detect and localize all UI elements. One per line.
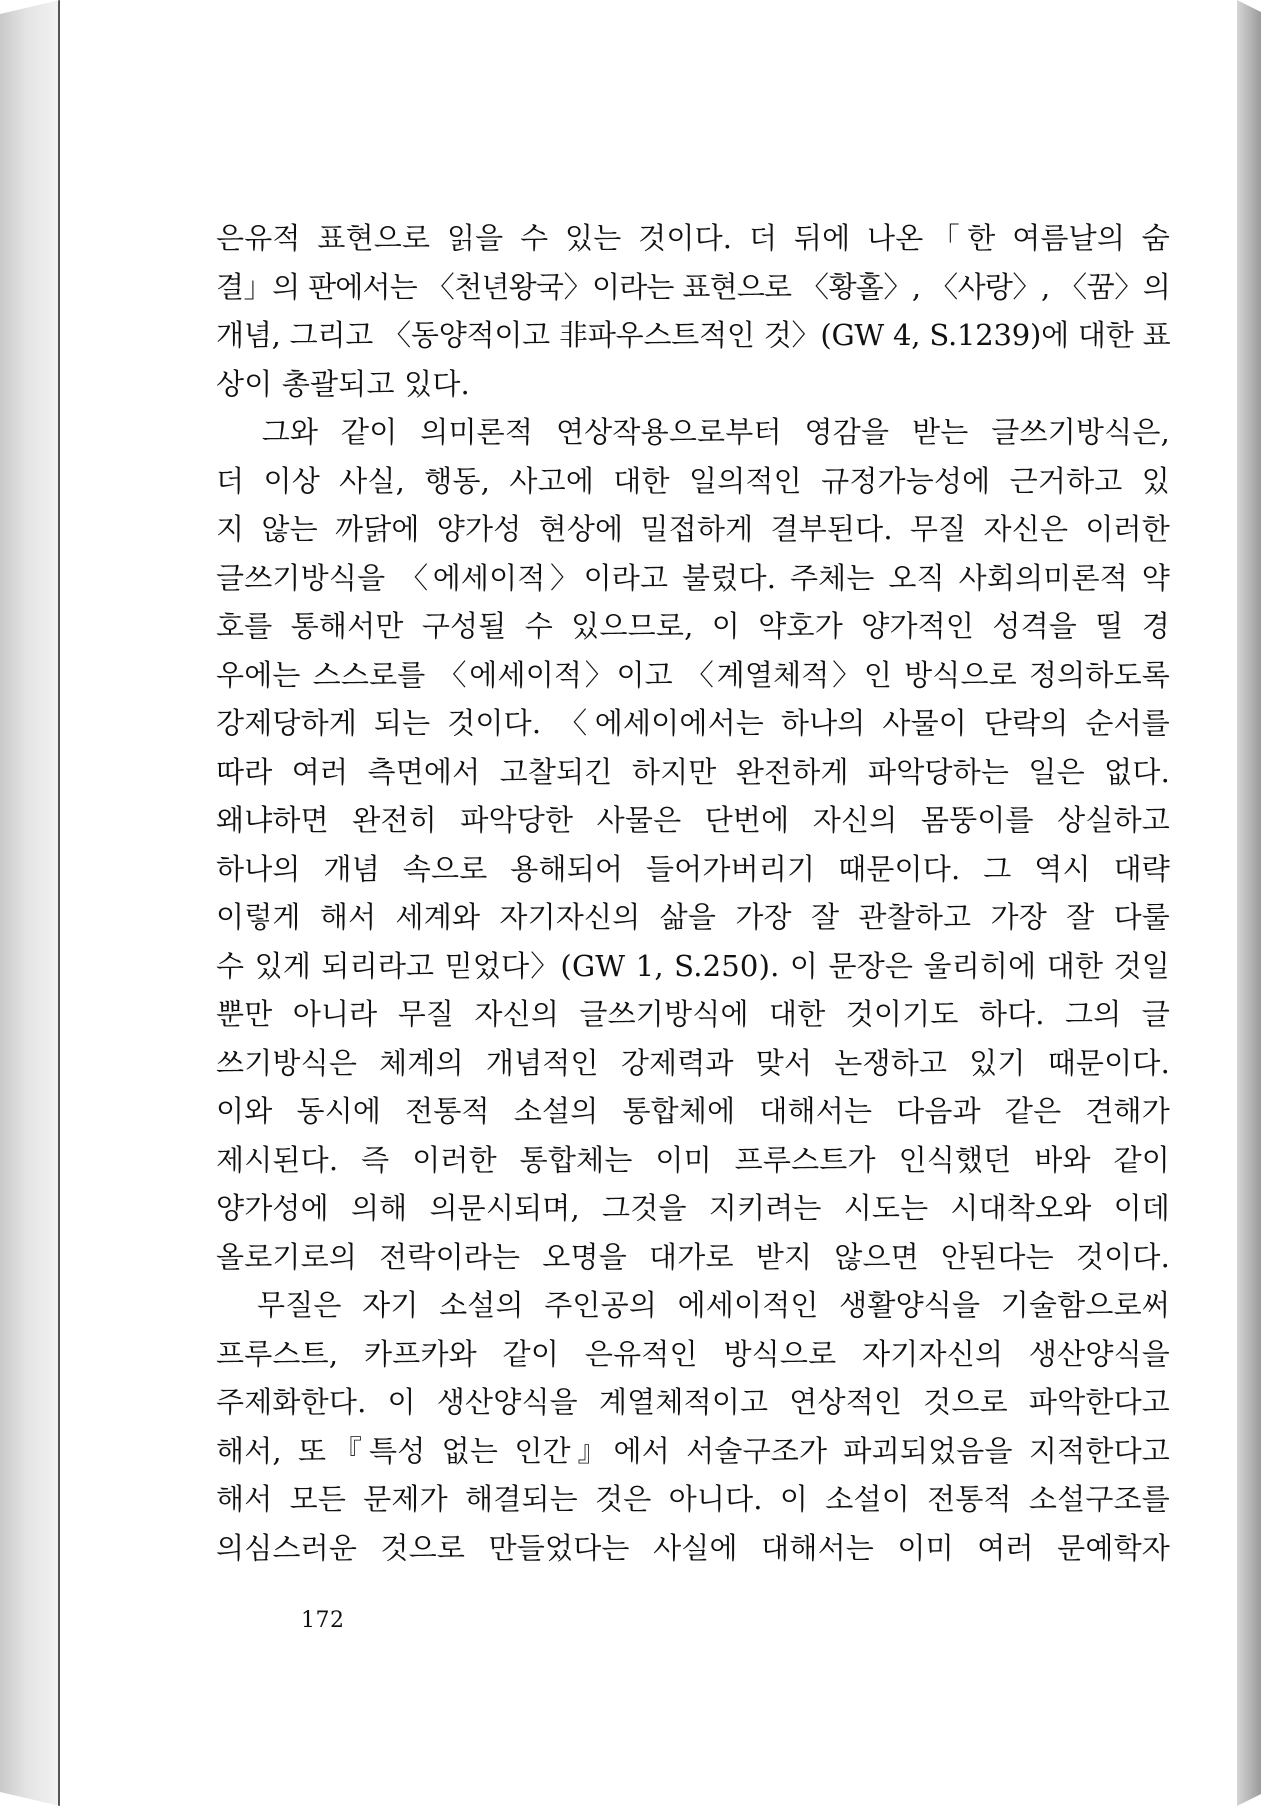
text-line: 이렇게 해서 세계와 자기자신의 삶을 가장 잘 관찰하고 가장 잘 다룰: [216, 900, 1170, 934]
page-number: 172: [301, 1608, 345, 1633]
text-line: 해서, 또『특성 없는 인간』에서 서술구조가 파괴되었음을 지적한다고: [216, 1433, 1170, 1468]
text-line: 이와 동시에 전통적 소설의 통합체에 대해서는 다음과 같은 견해가: [216, 1094, 1170, 1128]
text-line: 우에는 스스로를 〈에세이적〉이고 〈계열체적〉인 방식으로 정의하도록: [216, 657, 1170, 692]
text-line: 강제당하게 되는 것이다. 〈에세이에서는 하나의 사물이 단락의 순서를: [216, 706, 1170, 740]
body-text: [216, 214, 1170, 1572]
text-line: 의심스러운 것으로 만들었다는 사실에 대해서는 이미 여러 문예학자: [216, 1530, 1170, 1565]
text-line: 하나의 개념 속으로 용해되어 들어가버리기 때문이다. 그 역시 대략: [216, 851, 1170, 886]
text-line: 글쓰기방식을 〈에세이적〉이라고 불렀다. 주체는 오직 사회의미론적 약: [216, 560, 1170, 595]
text-line: 무질은 자기 소설의 주인공의 에세이적인 생활양식을 기술함으로써: [216, 1288, 1170, 1322]
book-page: [60, 0, 1237, 1806]
text-line: 쓰기방식은 체계의 개념적인 강제력과 맞서 논쟁하고 있기 때문이다.: [216, 1045, 1170, 1080]
text-line: 올로기로의 전락이라는 오명을 대가로 받지 않으면 안된다는 것이다.: [216, 1239, 1170, 1274]
text-line: 호를 통해서만 구성될 수 있으므로, 이 약호가 양가적인 성격을 띨 경: [216, 609, 1170, 643]
text-line: 은유적 표현으로 읽을 수 있는 것이다. 더 뒤에 나온「한 여름날의 숨: [216, 221, 1170, 255]
text-line: 제시된다. 즉 이러한 통합체는 이미 프루스트가 인식했던 바와 같이: [216, 1142, 1170, 1177]
text-line: 양가성에 의해 의문시되며, 그것을 지키려는 시도는 시대착오와 이데: [216, 1191, 1170, 1225]
text-line: 프루스트, 카프카와 같이 은유적인 방식으로 자기자신의 생산양식을: [216, 1336, 1170, 1371]
text-line: 결」의 판에서는 〈천년왕국〉이라는 표현으로 〈황홀〉, 〈사랑〉, 〈꿈〉의: [216, 269, 1170, 304]
text-line: 그와 같이 의미론적 연상작용으로부터 영감을 받는 글쓰기방식은,: [216, 415, 1170, 449]
page-stack-edge: [1237, 0, 1261, 1806]
text-line: 해서 모든 문제가 해결되는 것은 아니다. 이 소설이 전통적 소설구조를: [216, 1482, 1170, 1516]
text-line: 더 이상 사실, 행동, 사고에 대한 일의적인 규정가능성에 근거하고 있: [216, 463, 1170, 498]
text-line: 수 있게 되리라고 믿었다〉(GW 1, S.250). 이 문장은 울리히에 대한 것일: [216, 948, 1170, 983]
text-line: 주제화한다. 이 생산양식을 계열체적이고 연상적인 것으로 파악한다고: [216, 1385, 1170, 1419]
text-line: 지 않는 까닭에 양가성 현상에 밀접하게 결부된다. 무질 자신은 이러한: [216, 512, 1170, 546]
text-line: 따라 여러 측면에서 고찰되긴 하지만 완전하게 파악당하는 일은 없다.: [216, 754, 1170, 789]
text-line: 개념, 그리고 〈동양적이고 非파우스트적인 것〉(GW 4, S.1239)에 대한 표: [216, 318, 1171, 352]
text-line: 상이 총괄되고 있다.: [216, 366, 470, 401]
text-line: 왜냐하면 완전히 파악당한 사물은 단번에 자신의 몸뚱이를 상실하고: [216, 803, 1170, 837]
book-spine-edge: [0, 0, 60, 1806]
text-line: 뿐만 아니라 무질 자신의 글쓰기방식에 대한 것이기도 하다. 그의 글: [216, 997, 1170, 1031]
